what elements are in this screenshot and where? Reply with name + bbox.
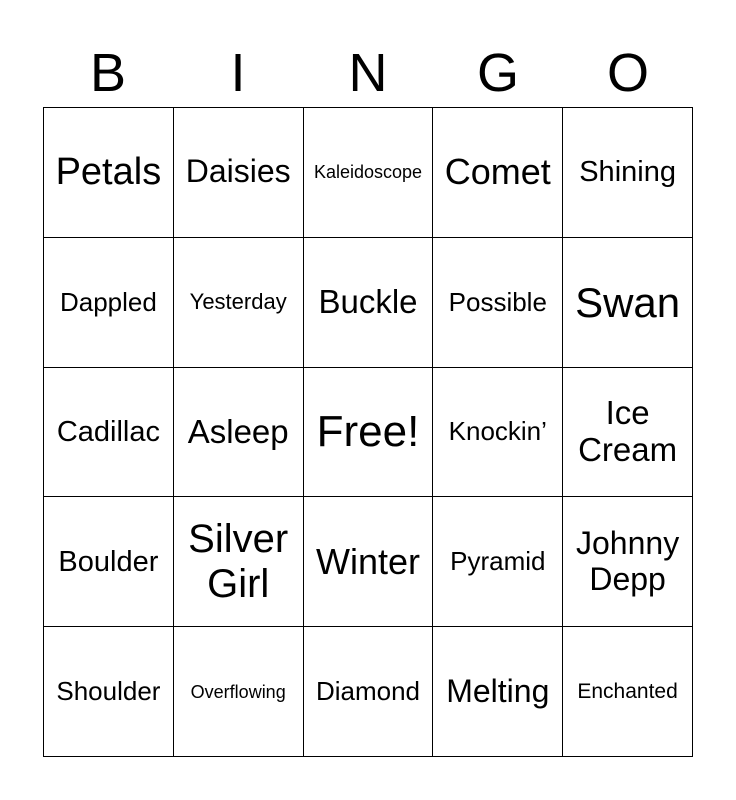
bingo-cell[interactable]: Knockin’ xyxy=(433,368,563,498)
bingo-cell[interactable]: Diamond xyxy=(304,627,434,757)
bingo-board xyxy=(43,107,693,757)
bingo-cell[interactable]: Daisies xyxy=(174,108,304,238)
bingo-cell[interactable]: Cadillac xyxy=(44,368,174,498)
bingo-header xyxy=(43,40,693,106)
bingo-cell[interactable]: Winter xyxy=(304,497,434,627)
bingo-cell[interactable]: Ice Cream xyxy=(563,368,693,498)
bingo-cell[interactable]: Boulder xyxy=(44,497,174,627)
bingo-cell[interactable]: Shining xyxy=(563,108,693,238)
bingo-cell[interactable]: Possible xyxy=(433,238,563,368)
bingo-cell[interactable]: Pyramid xyxy=(433,497,563,627)
free-space-cell[interactable]: Free! xyxy=(304,368,434,498)
bingo-cell[interactable]: Swan xyxy=(563,238,693,368)
header-letter-b: B xyxy=(89,43,127,103)
header-letter-i: I xyxy=(230,43,246,103)
bingo-cell[interactable]: Shoulder xyxy=(44,627,174,757)
bingo-cell[interactable]: Enchanted xyxy=(563,627,693,757)
bingo-cell[interactable]: Asleep xyxy=(174,368,304,498)
bingo-cell[interactable]: Buckle xyxy=(304,238,434,368)
bingo-cell[interactable]: Petals xyxy=(44,108,174,238)
bingo-cell[interactable]: Yesterday xyxy=(174,238,304,368)
header-letter-g: G xyxy=(476,43,519,103)
bingo-cell[interactable]: Dappled xyxy=(44,238,174,368)
bingo-cell[interactable]: Comet xyxy=(433,108,563,238)
header-letter-o: O xyxy=(606,43,649,103)
bingo-cell[interactable]: Johnny Depp xyxy=(563,497,693,627)
header-letter-n: N xyxy=(348,43,388,103)
bingo-cell[interactable]: Kaleidoscope xyxy=(304,108,434,238)
bingo-cell[interactable]: Silver Girl xyxy=(174,497,304,627)
bingo-cell[interactable]: Melting xyxy=(433,627,563,757)
bingo-cell[interactable]: Overflowing xyxy=(174,627,304,757)
